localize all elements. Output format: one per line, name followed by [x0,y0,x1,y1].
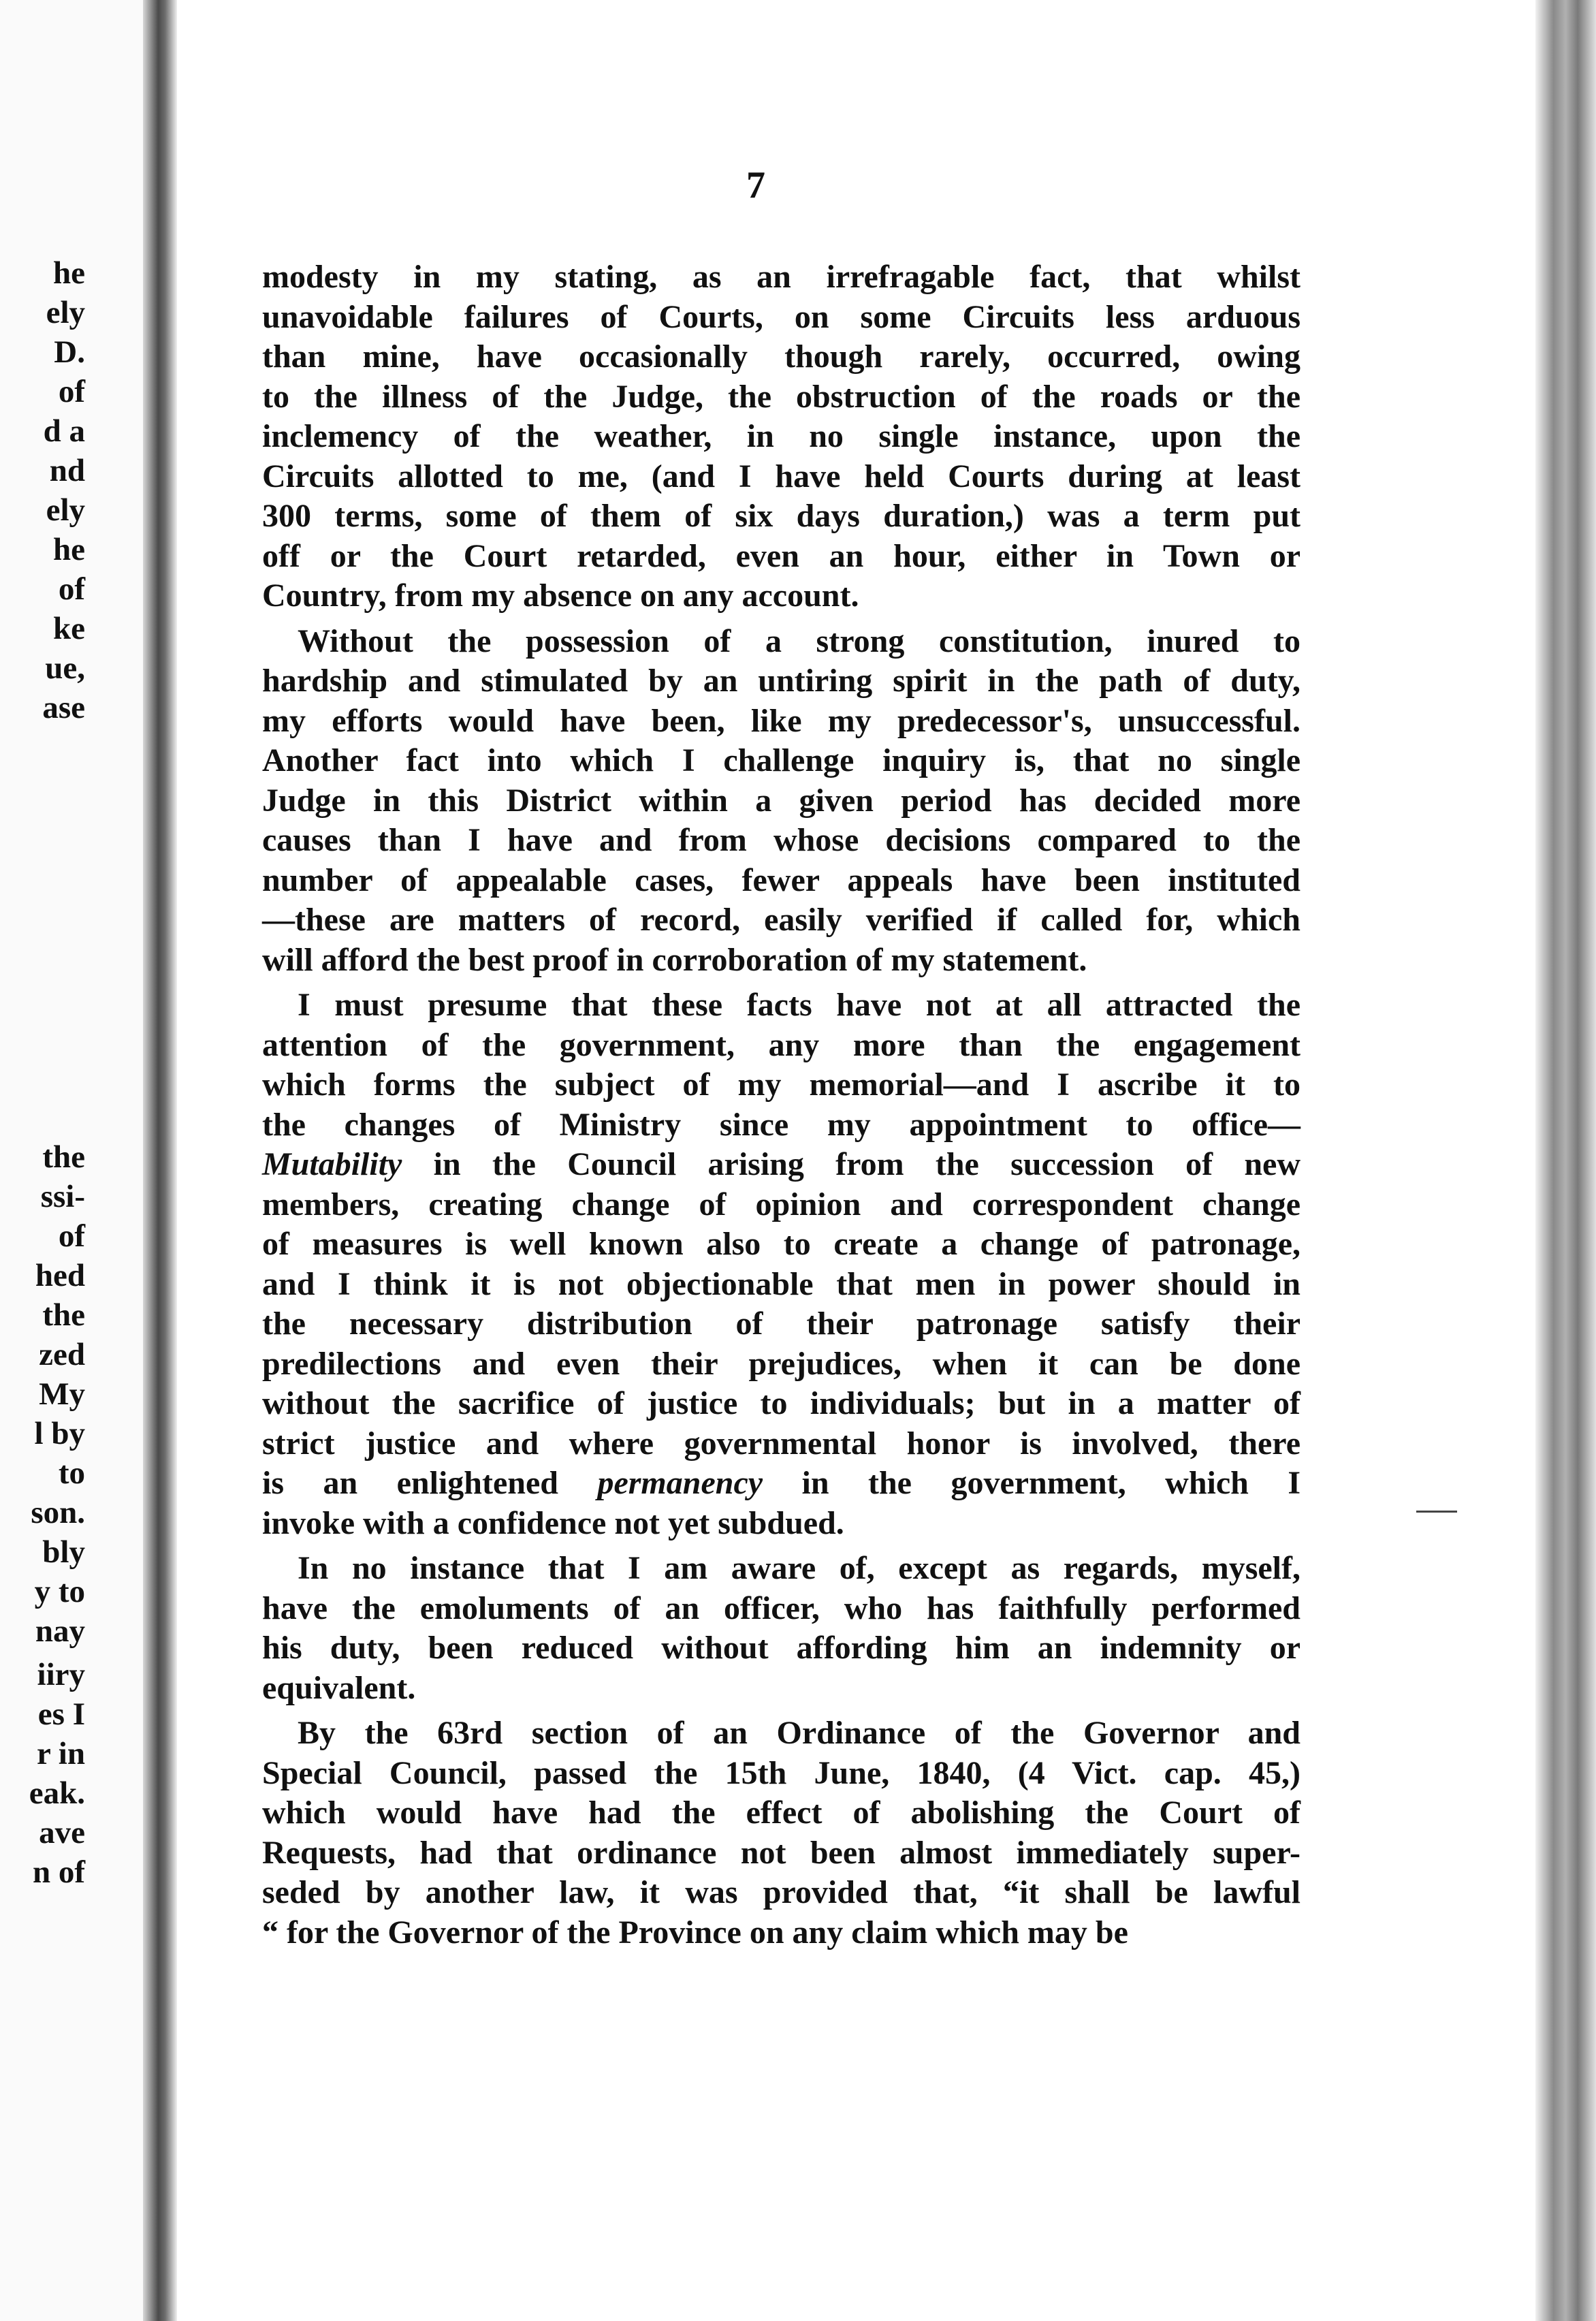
text-line: In no instance that I am aware of, except as regards, myself, [298,1550,1300,1586]
facing-page-line: ase [42,690,85,725]
text-line: number of appealable cases, fewer appeals have been instituted [262,862,1300,898]
facing-page-line: ely [46,492,85,528]
facing-page-line: he [53,532,85,567]
text-line: to the illness of the Judge, the obstruction of the roads or the [262,378,1300,415]
text-line: Circuits allotted to me, (and I have held Courts during at least [262,458,1300,494]
text-line: the necessary distribution of their patronage satisfy their [262,1306,1300,1342]
text-line: Requests, had that ordinance not been almost immediately super- [262,1834,1300,1871]
facing-page-line: of [58,1218,85,1254]
text-line: “ for the Governor of the Province on any claim which may be [262,1914,1128,1951]
margin-mark [1416,1511,1457,1513]
text-line: his duty, been reduced without affording him an indemnity or [262,1630,1300,1666]
text-line: which forms the subject of my memorial—and I ascribe it to [262,1067,1300,1103]
text-line: of measures is well known also to create a change of patronage, [262,1226,1300,1262]
text-line: I must presume that these facts have not at all attracted the [298,987,1300,1023]
facing-page-line: the [42,1139,85,1175]
text-line: seded by another law, it was provided that, “it shall be lawful [262,1874,1300,1910]
facing-page-fragment [0,0,143,2321]
facing-page-line: bly [42,1534,85,1570]
facing-page-line: nd [49,453,85,488]
text-line: Judge in this District within a given period has decided more [262,782,1300,819]
page-body [262,257,1300,1953]
facing-page-line: ave [39,1815,85,1850]
text-line: strict justice and where governmental honor is involved, there [262,1425,1300,1462]
facing-page-line: ely [46,295,85,330]
text-line: Mutability in the Council arising from the succession of new [262,1146,1300,1182]
paragraph-spacer [262,980,1300,985]
text-line: attention of the government, any more than the engagement [262,1026,1300,1063]
text-line: off or the Court retarded, even an hour, either in Town or [262,537,1300,574]
text-line: than mine, have occasionally though rarely, occurred, owing [262,338,1300,375]
facing-page-line: r in [37,1736,85,1771]
text-line: and I think it is not objectionable that men in power should in [262,1265,1300,1302]
book-gutter [143,0,177,2321]
facing-page-line: to [58,1455,85,1491]
facing-page-line: eak. [29,1775,85,1811]
text-line: predilections and even their prejudices, when it can be done [262,1345,1300,1382]
paragraph-spacer [262,1543,1300,1549]
page-edge [1535,0,1596,2321]
paragraph-spacer [262,1708,1300,1714]
facing-page-line: the [42,1297,85,1333]
paragraph-spacer [262,616,1300,622]
facing-page-line: son. [31,1495,85,1530]
text-line: hardship and stimulated by an untiring spirit in the path of duty, [262,663,1300,699]
facing-page-line: nay [35,1613,85,1649]
facing-page-line: l by [34,1416,85,1451]
text-line: equivalent. [262,1669,416,1706]
facing-page-line: D. [54,334,85,370]
facing-page-line: My [39,1376,85,1412]
text-line: modesty in my stating, as an irrefragable fact, that whilst [262,259,1300,295]
facing-page-line: ue, [45,650,85,686]
text-line: which would have had the effect of abolishing the Court of [262,1795,1300,1831]
facing-page-line: of [58,571,85,607]
paragraph [262,1549,1300,1708]
facing-page-line: es I [37,1696,85,1732]
paragraph [262,257,1300,616]
text-line: Country, from my absence on any account. [262,578,859,614]
facing-page-line: y to [34,1574,85,1609]
text-line: will afford the best proof in corroboration of my statement. [262,941,1087,978]
facing-page-line: he [53,255,85,291]
facing-page-line: n of [32,1854,85,1890]
facing-page-line: zed [39,1337,85,1372]
text-line: the changes of Ministry since my appointment to office— [262,1106,1300,1143]
text-line: members, creating change of opinion and correspondent change [262,1186,1300,1222]
text-line: is an enlightened permanency in the government, which I [262,1465,1301,1501]
facing-page-line: ssi- [40,1179,85,1214]
facing-page-line: hed [35,1258,85,1293]
text-line: have the emoluments of an officer, who has faithfully performed [262,1590,1300,1626]
text-line: Another fact into which I challenge inquiry is, that no single [262,742,1300,778]
text-line: —these are matters of record, easily verified if called for, which [262,902,1300,938]
text-line: causes than I have and from whose decisions compared to the [262,822,1300,858]
text-line: without the sacrifice of justice to individuals; but in a matter of [262,1385,1300,1421]
page-number: 7 [746,164,765,206]
text-line: inclemency of the weather, in no single instance, upon the [262,418,1300,454]
text-line: Without the possession of a strong constitution, inured to [298,622,1300,659]
text-line: 300 terms, some of them of six days duration,) was a term put [262,498,1300,534]
text-line: my efforts would have been, like my predecessor's, unsuccessful. [262,702,1300,739]
facing-page-line: d a [43,413,85,449]
text-line: By the 63rd section of an Ordinance of the Governor and [298,1715,1300,1751]
facing-page-line: of [58,374,85,409]
text-line: Special Council, passed the 15th June, 1840, (4 Vict. cap. 45,) [262,1754,1300,1791]
paragraph [262,985,1300,1543]
facing-page-line: iiry [37,1657,85,1692]
facing-page-line: ke [53,611,85,646]
text-line: invoke with a confidence not yet subdued. [262,1504,844,1541]
paragraph [262,1714,1300,1953]
text-line: unavoidable failures of Courts, on some Circuits less arduous [262,298,1300,335]
paragraph [262,622,1300,981]
